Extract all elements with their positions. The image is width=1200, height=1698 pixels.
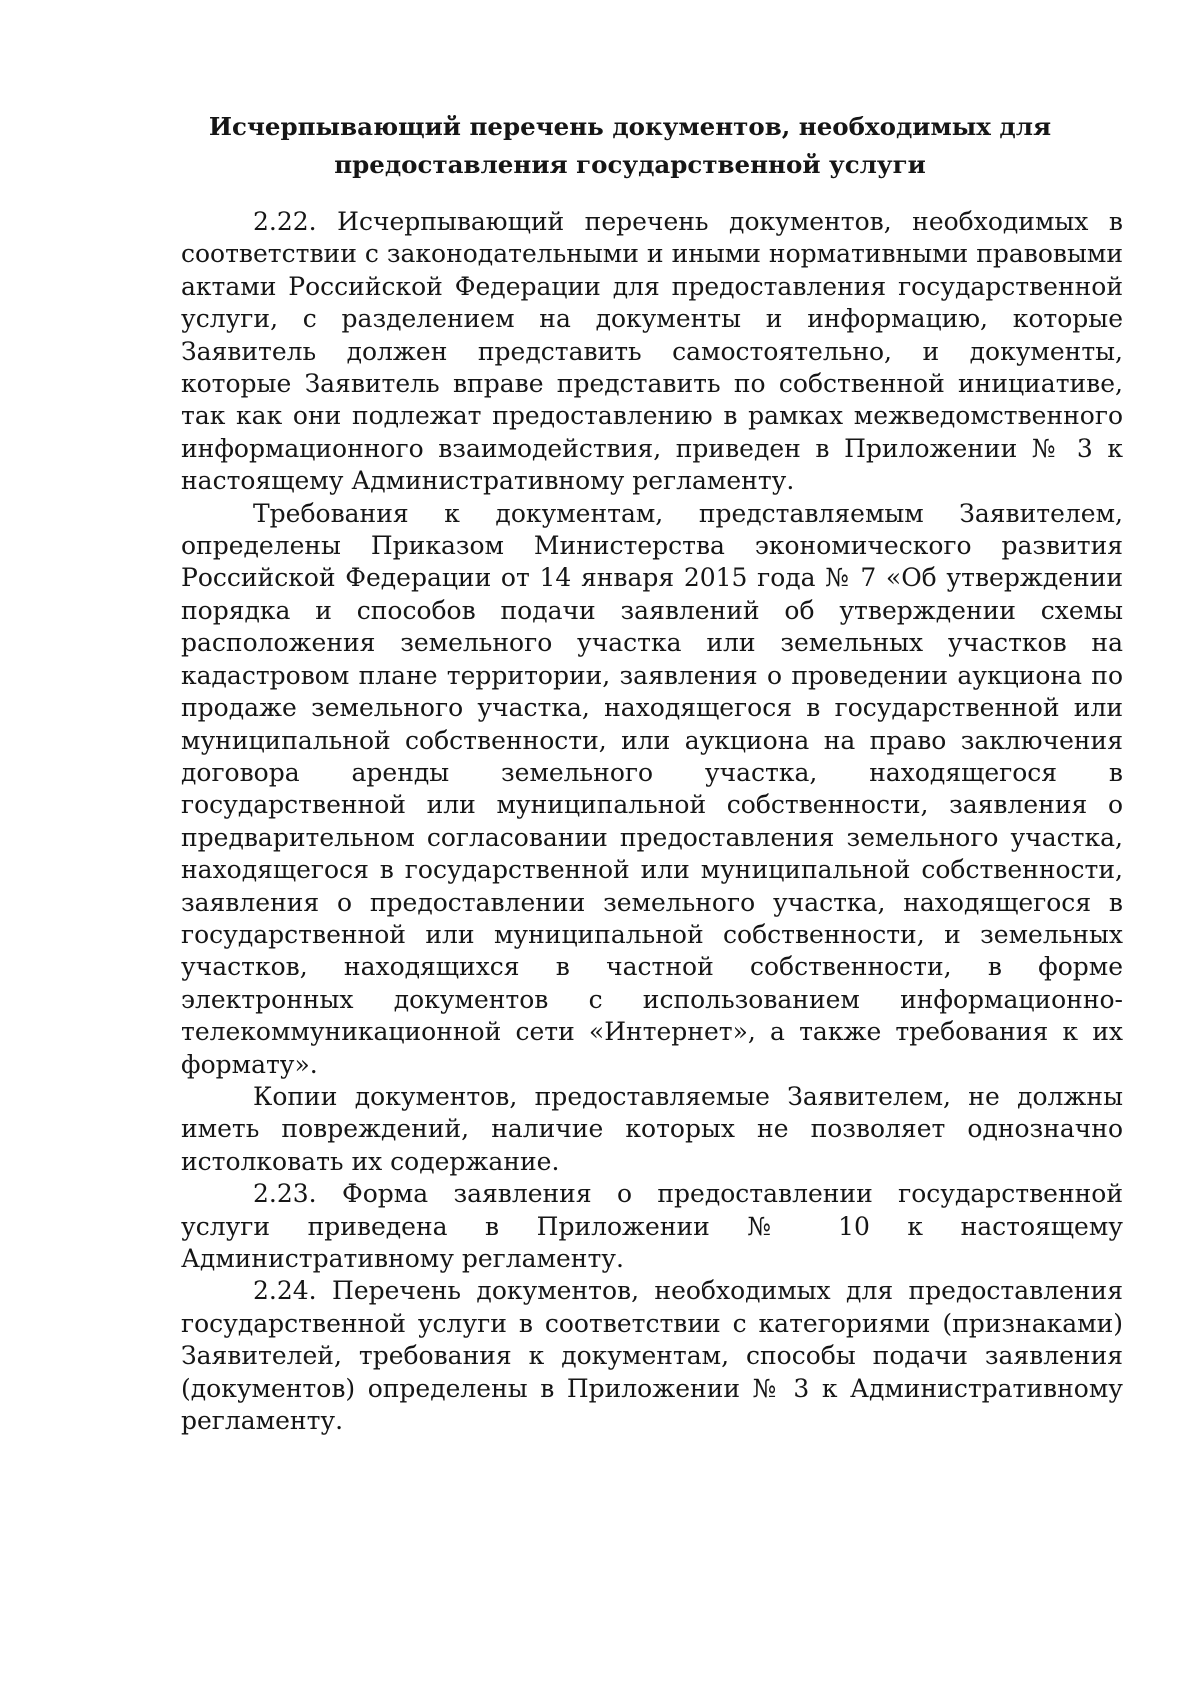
paragraph-2-23: 2.23. Форма заявления о предоставлении государственной услуги приведена в Приложении № 10 к настоящему Административному регламенту. (181, 1179, 1123, 1273)
paragraph-2-24: 2.24. Перечень документов, необходимых для предоставления государственной услуги в соответствии с категориями (признаками) Заявителей, требования к документам, способы подачи заявления (документов) определены в Приложении № 3 к Административному регламенту. (181, 1276, 1123, 1436)
document-body (181, 206, 1123, 1437)
paragraph-copies: Копии документов, предоставляемые Заявителем, не должны иметь повреждений, наличие которых не позволяет однозначно истолковать их содержание. (181, 1081, 1123, 1176)
document-heading (180, 108, 1080, 184)
heading-line-2: предоставления государственной услуги (334, 150, 926, 179)
paragraph-2-22: 2.22. Исчерпывающий перечень документов, необходимых в соответствии с законодательными и иными нормативными правовыми актами Российской Федерации для предоставления государственной услуги, с разделением на документы и информацию, которые Заявитель должен представить самостоятельно, и документы, которые Заявитель вправе представить по собственной инициативе, так как они подлежат предоставлению в рамках межведомственного информационного взаимодействия, приведен в Приложении № 3 к настоящему Административному регламенту. (181, 207, 1123, 496)
heading-line-1: Исчерпывающий перечень документов, необходимых для (208, 112, 1052, 141)
paragraph-requirements: Требования к документам, представляемым Заявителем, определены Приказом Министерства экономического развития Российской Федерации от 14 января 2015 года № 7 «Об утверждении порядка и способов подачи заявлений об утверждении схемы расположения земельного участка или земельных участков на кадастровом плане территории, заявления о проведении аукциона по продаже земельного участка, находящегося в государственной или муниципальной собственности, или аукциона на право заключения договора аренды земельного участка, находящегося в государственной или муниципальной собственности, заявления о предварительном согласовании предоставления земельного участка, находящегося в государственной или муниципальной собственности, заявления о предоставлении земельного участка, находящегося в государственной или муниципальной собственности, и земельных участков, находящихся в частной собственности, в форме электронных документов с использованием информационно-телекоммуникационной сети «Интернет», а также требования к их формату». (181, 498, 1123, 1079)
